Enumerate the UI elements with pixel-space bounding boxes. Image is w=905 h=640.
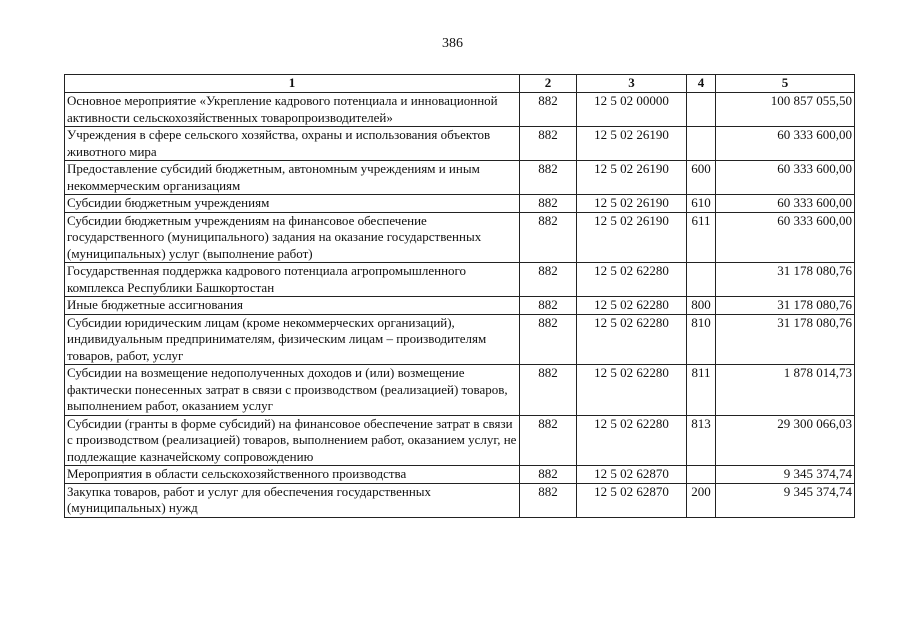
row-name: Субсидии бюджетным учреждениям <box>65 195 520 213</box>
row-csr: 12 5 02 26190 <box>577 161 687 195</box>
row-ved: 882 <box>520 483 577 517</box>
row-ved: 882 <box>520 365 577 416</box>
row-sum: 31 178 080,76 <box>716 314 855 365</box>
row-csr: 12 5 02 62870 <box>577 483 687 517</box>
row-name: Субсидии бюджетным учреждениям на финансовое обеспечение государственного (муниципального) задания на оказание государственных (муниципальных) услуг (выполнение работ) <box>65 212 520 263</box>
table-row <box>65 466 855 484</box>
row-csr: 12 5 02 26190 <box>577 127 687 161</box>
table-row <box>65 263 855 297</box>
row-sum: 31 178 080,76 <box>716 297 855 315</box>
header-row <box>65 75 855 93</box>
row-ved: 882 <box>520 314 577 365</box>
row-sum: 1 878 014,73 <box>716 365 855 416</box>
row-csr: 12 5 02 62280 <box>577 314 687 365</box>
row-vr: 813 <box>687 415 716 466</box>
row-csr: 12 5 02 62870 <box>577 466 687 484</box>
row-name: Субсидии юридическим лицам (кроме некоммерческих организаций), индивидуальным предпринимателям, физическим лицам – производителям товаров, работ, услуг <box>65 314 520 365</box>
header-ved: 2 <box>520 75 577 93</box>
row-ved: 882 <box>520 415 577 466</box>
table-row <box>65 314 855 365</box>
row-vr: 610 <box>687 195 716 213</box>
header-sum: 5 <box>716 75 855 93</box>
row-sum: 60 333 600,00 <box>716 127 855 161</box>
row-sum: 60 333 600,00 <box>716 161 855 195</box>
table-row <box>65 127 855 161</box>
row-vr: 810 <box>687 314 716 365</box>
header-name: 1 <box>65 75 520 93</box>
row-vr <box>687 127 716 161</box>
row-vr: 200 <box>687 483 716 517</box>
budget-table <box>64 74 855 518</box>
row-ved: 882 <box>520 297 577 315</box>
row-csr: 12 5 02 62280 <box>577 365 687 416</box>
table-row <box>65 483 855 517</box>
row-ved: 882 <box>520 161 577 195</box>
table-row <box>65 415 855 466</box>
row-name: Субсидии на возмещение недополученных доходов и (или) возмещение фактически понесенных затрат в связи с производством (реализацией) товаров, выполнением работ, оказанием услуг <box>65 365 520 416</box>
row-name: Предоставление субсидий бюджетным, автономным учреждениям и иным некоммерческим организациям <box>65 161 520 195</box>
row-name: Основное мероприятие «Укрепление кадрового потенциала и инновационной активности сельскохозяйственных товаропроизводителей» <box>65 93 520 127</box>
row-ved: 882 <box>520 263 577 297</box>
row-vr <box>687 93 716 127</box>
row-vr: 600 <box>687 161 716 195</box>
row-csr: 12 5 02 62280 <box>577 297 687 315</box>
row-vr: 611 <box>687 212 716 263</box>
row-name: Субсидии (гранты в форме субсидий) на финансовое обеспечение затрат в связи с производством (реализацией) товаров, выполнением работ, оказанием услуг, не подлежащие казначейскому сопровождению <box>65 415 520 466</box>
row-sum: 60 333 600,00 <box>716 195 855 213</box>
table-row <box>65 161 855 195</box>
table-row <box>65 93 855 127</box>
table-row <box>65 195 855 213</box>
table-row <box>65 212 855 263</box>
row-name: Государственная поддержка кадрового потенциала агропромышленного комплекса Республики Башкортостан <box>65 263 520 297</box>
row-sum: 100 857 055,50 <box>716 93 855 127</box>
header-csr: 3 <box>577 75 687 93</box>
header-vr: 4 <box>687 75 716 93</box>
row-csr: 12 5 02 00000 <box>577 93 687 127</box>
row-sum: 29 300 066,03 <box>716 415 855 466</box>
table-row <box>65 297 855 315</box>
row-csr: 12 5 02 26190 <box>577 212 687 263</box>
table-row <box>65 365 855 416</box>
row-csr: 12 5 02 26190 <box>577 195 687 213</box>
row-sum: 9 345 374,74 <box>716 483 855 517</box>
row-name: Иные бюджетные ассигнования <box>65 297 520 315</box>
row-ved: 882 <box>520 195 577 213</box>
page-number: 386 <box>442 36 463 51</box>
row-vr: 811 <box>687 365 716 416</box>
row-ved: 882 <box>520 466 577 484</box>
row-sum: 9 345 374,74 <box>716 466 855 484</box>
row-vr <box>687 466 716 484</box>
row-name: Мероприятия в области сельскохозяйственного производства <box>65 466 520 484</box>
row-name: Учреждения в сфере сельского хозяйства, охраны и использования объектов животного мира <box>65 127 520 161</box>
row-sum: 31 178 080,76 <box>716 263 855 297</box>
row-ved: 882 <box>520 212 577 263</box>
row-vr <box>687 263 716 297</box>
row-csr: 12 5 02 62280 <box>577 263 687 297</box>
row-ved: 882 <box>520 127 577 161</box>
row-name: Закупка товаров, работ и услуг для обеспечения государственных (муниципальных) нужд <box>65 483 520 517</box>
row-sum: 60 333 600,00 <box>716 212 855 263</box>
row-vr: 800 <box>687 297 716 315</box>
row-csr: 12 5 02 62280 <box>577 415 687 466</box>
row-ved: 882 <box>520 93 577 127</box>
